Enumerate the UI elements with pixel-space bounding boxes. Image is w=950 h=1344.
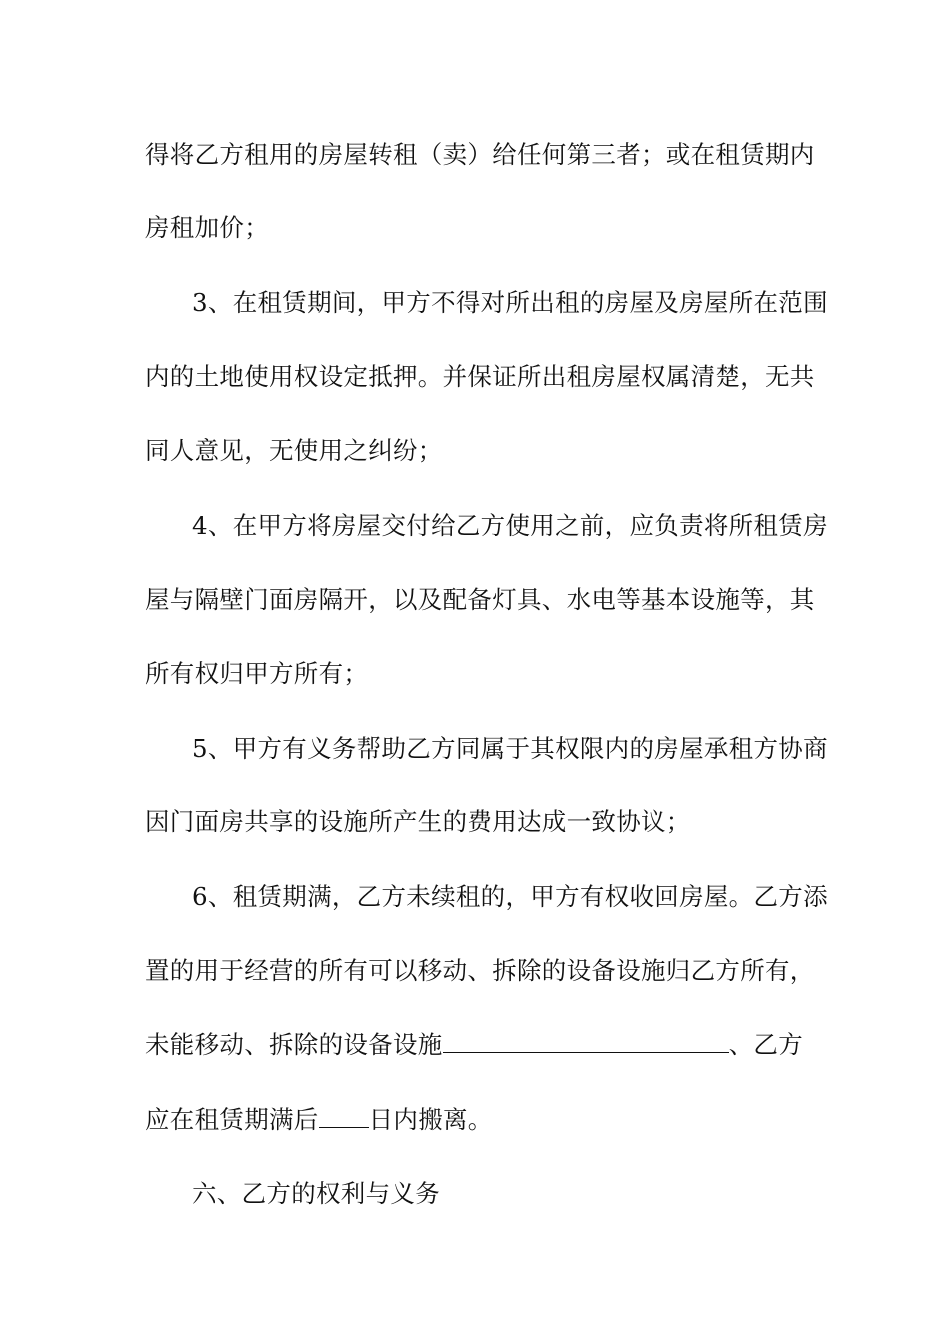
paragraph-line: 因门面房共享的设施所产生的费用达成一致协议； bbox=[145, 807, 691, 836]
line-text: 日内搬离。 bbox=[368, 1105, 493, 1134]
line-text: 、乙方 bbox=[728, 1030, 804, 1059]
paragraph-line: 内的土地使用权设定抵押。并保证所出租房屋权属清楚，无共 bbox=[145, 362, 815, 391]
paragraph-line: 屋与隔壁门面房隔开，以及配备灯具、水电等基本设施等，其 bbox=[145, 585, 815, 614]
paragraph-line: 得将乙方租用的房屋转租（卖）给任何第三者；或在租赁期内 bbox=[145, 140, 815, 169]
paragraph-line bbox=[145, 1100, 815, 1140]
paragraph-line: 房租加价； bbox=[145, 213, 269, 242]
section-heading: 六、乙方的权利与义务 bbox=[192, 1179, 440, 1208]
clause-5-line: 5、甲方有义务帮助乙方同属于其权限内的房屋承租方协商 bbox=[192, 734, 828, 763]
paragraph-line bbox=[145, 1025, 815, 1065]
line-text: 未能移动、拆除的设备设施 bbox=[145, 1030, 443, 1059]
line-text: 应在租赁期满后 bbox=[145, 1105, 319, 1134]
fill-in-blank[interactable] bbox=[443, 1026, 729, 1053]
clause-6-line: 6、租赁期满，乙方未续租的，甲方有权收回房屋。乙方添 bbox=[192, 882, 828, 911]
paragraph-line: 所有权归甲方所有； bbox=[145, 659, 369, 688]
paragraph-line: 置的用于经营的所有可以移动、拆除的设备设施归乙方所有， bbox=[145, 956, 815, 985]
fill-in-blank[interactable] bbox=[319, 1101, 369, 1128]
clause-3-line: 3、在租赁期间，甲方不得对所出租的房屋及房屋所在范围 bbox=[192, 288, 828, 317]
clause-4-line: 4、在甲方将房屋交付给乙方使用之前，应负责将所租赁房 bbox=[192, 511, 828, 540]
paragraph-line: 同人意见，无使用之纠纷； bbox=[145, 436, 443, 465]
